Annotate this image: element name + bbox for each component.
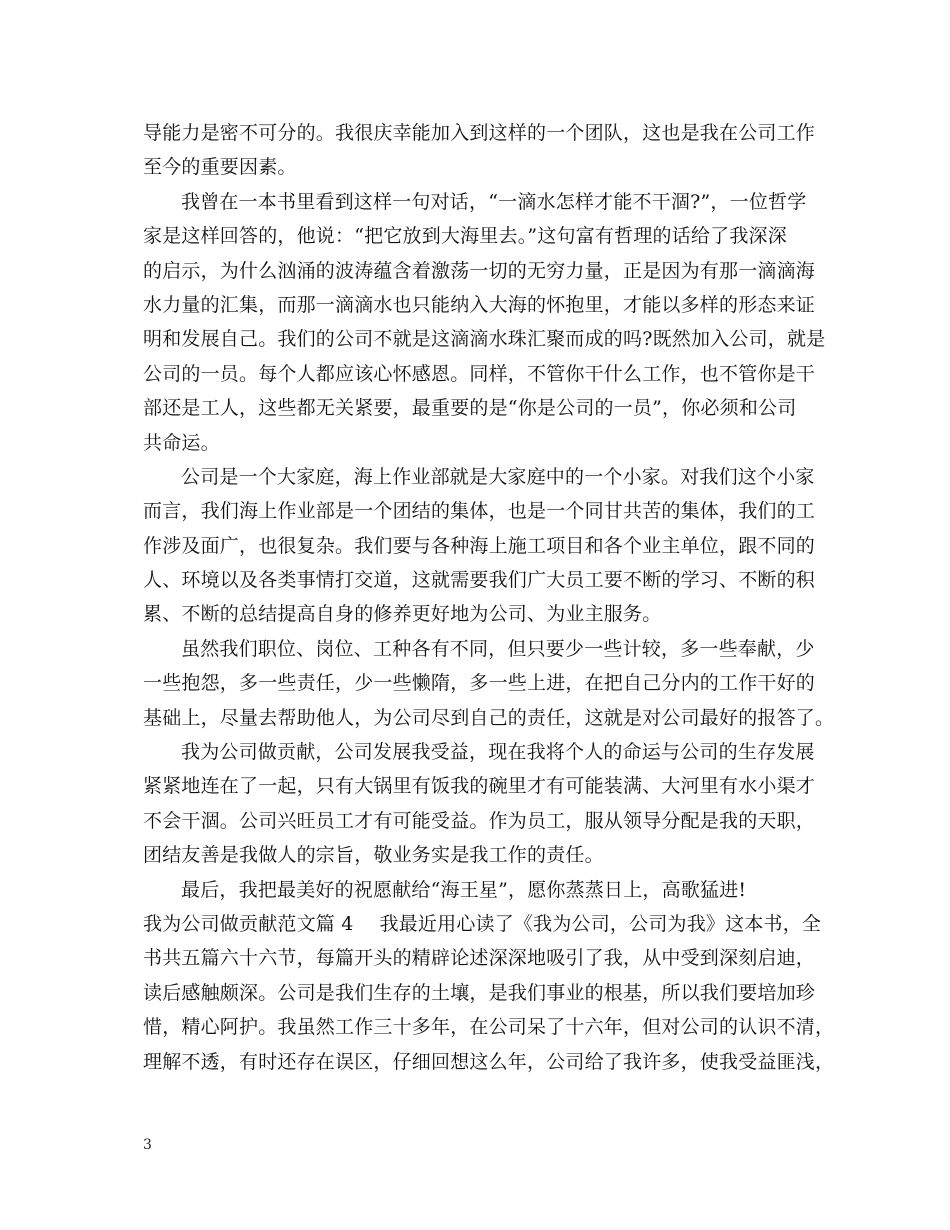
paragraph-line: 导能力是密不可分的。我很庆幸能加入到这样的一个团队，这也是我在公司工作 xyxy=(143,122,816,144)
paragraph-line: 紧紧地连在了一起，只有大锅里有饭我的碗里才有可能装满、大河里有水小渠才 xyxy=(143,775,816,798)
section-heading-line xyxy=(143,907,823,941)
paragraph-line: 最后，我把最美好的祝愿献给“海王星”，愿你蒸蒸日上，高歌猛进! xyxy=(181,878,747,901)
page-number: 3 xyxy=(143,1137,152,1153)
paragraph-line: 明和发展自己。我们的公司不就是这滴滴水珠汇聚而成的吗?既然加入公司，就是 xyxy=(143,328,826,351)
paragraph-line: 累、不断的总结提高自身的修养更好地为公司、为业主服务。 xyxy=(143,603,662,626)
paragraph-line: 团结友善是我做人的宗旨，敬业务实是我工作的责任。 xyxy=(143,844,604,867)
paragraph-line: 读后感触颇深。公司是我们生存的土壤，是我们事业的根基，所以我们要培加珍 xyxy=(143,981,816,1004)
paragraph-line: 水力量的汇集，而那一滴滴水也只能纳入大海的怀抱里，才能以多样的形态来证 xyxy=(143,293,816,316)
paragraph-line: 公司是一个大家庭，海上作业部就是大家庭中的一个小家。对我们这个小家 xyxy=(181,465,815,488)
paragraph-line: 人、环境以及各类事情打交道，这就需要我们广大员工要不断的学习、不断的积 xyxy=(143,569,816,592)
paragraph-line: 公司的一员。每个人都应该心怀感恩。同样，不管你干什么工作，也不管你是干 xyxy=(143,362,816,385)
section-heading: 我为公司做贡献范文篇 4 xyxy=(143,912,354,935)
paragraph-line: 部还是工人，这些都无关紧要，最重要的是“你是公司的一员”，你必须和公司 xyxy=(143,397,797,420)
document-body xyxy=(143,116,835,1079)
paragraph-line: 我曾在一本书里看到这样一句对话，“一滴水怎样才能不干涸?”，一位哲学 xyxy=(181,190,807,213)
paragraph-line: 共命运。 xyxy=(143,431,220,454)
paragraph-line: 至今的重要因素。 xyxy=(143,156,297,179)
paragraph-line: 理解不透，有时还存在误区，仔细回想这么年，公司给了我许多，使我受益匪浅， xyxy=(143,1050,835,1073)
paragraph-line: 虽然我们职位、岗位、工种各有不同，但只要少一些计较，多一些奉献，少 xyxy=(181,637,815,660)
paragraph-line: 基础上，尽量去帮助他人，为公司尽到自己的责任，这就是对公司最好的报答了。 xyxy=(143,706,835,729)
paragraph-line: 而言，我们海上作业部是一个团结的集体，也是一个同甘共苦的集体，我们的工 xyxy=(143,500,816,523)
paragraph-line: 书共五篇六十六节，每篇开头的精辟论述深深地吸引了我，从中受到深刻启迪， xyxy=(143,947,816,970)
section-first-line: 我最近用心读了《我为公司，公司为我》这本书，全 xyxy=(379,912,822,935)
paragraph-line: 惜，精心阿护。我虽然工作三十多年，在公司呆了十六年，但对公司的认识不清， xyxy=(143,1016,835,1039)
paragraph-line: 不会干涸。公司兴旺员工才有可能受益。作为员工，服从领导分配是我的天职， xyxy=(143,809,816,832)
paragraph-line: 作涉及面广，也很复杂。我们要与各种海上施工项目和各个业主单位，跟不同的 xyxy=(143,534,816,557)
paragraph-line: 一些抱怨，多一些责任，少一些懒隋，多一些上进，在把自己分内的工作干好的 xyxy=(143,672,816,695)
paragraph-line: 家是这样回答的，他说：“把它放到大海里去。”这句富有哲理的话给了我深深 xyxy=(143,225,787,248)
paragraph-line: 的启示，为什么汹涌的波涛蕴含着激荡一切的无穷力量，正是因为有那一滴滴海 xyxy=(143,259,816,282)
paragraph-line: 我为公司做贡献，公司发展我受益，现在我将个人的命运与公司的生存发展 xyxy=(181,741,815,764)
